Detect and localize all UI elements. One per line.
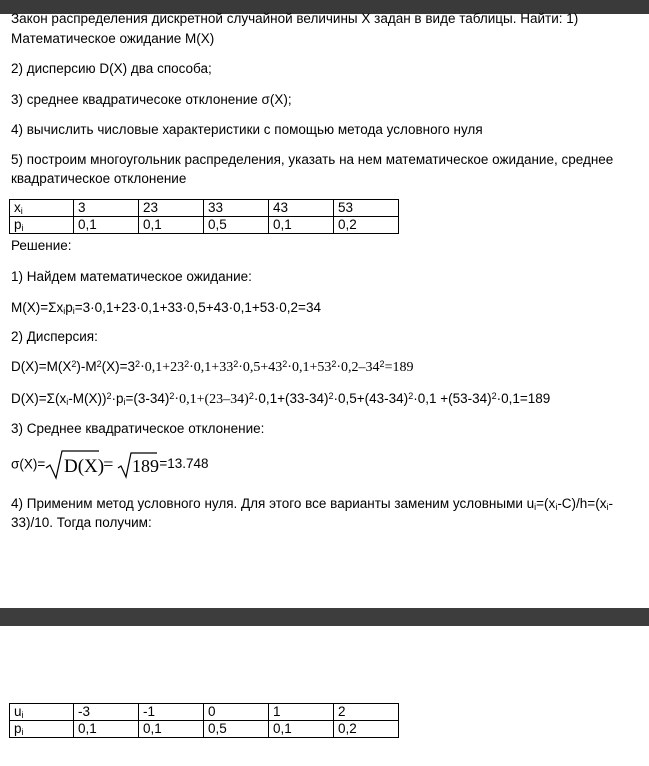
expectation-formula: $M(X)=\Sigma x_ip_i=3\cdot 0,1+23\cdot 0,1+33\cdot 0,5+43\cdot 0,1+53\cdot 0,2=34$ [11,300,321,316]
table-header-x: $x_i$ [10,200,74,217]
task-intro: Закон распределения дискретной случайной величины X задан в виде таблицы. Найти: 1) [11,11,579,26]
table-cell: 0,1 [74,721,139,738]
table-cell: 0,5 [204,217,269,234]
svg-text:D(X): D(X) [64,456,105,478]
table-cell: 0,1 [74,217,139,234]
task-item-4: 4) вычислить числовые характеристики с помощью метода условного нуля [11,122,483,137]
sqrt-189 [117,446,160,482]
table-header-u: $u_i$ [10,704,74,721]
table-cell: -3 [74,704,139,721]
table-header-p: $p_i$ [10,217,74,234]
table-cell: 1 [269,704,334,721]
distribution-table [9,199,399,234]
page-break-bar [0,608,649,626]
step3-heading: 3) Среднее квадратическое отклонение: [11,421,265,436]
table-cell: 0,1 [139,217,204,234]
solution-label: Решение: [11,238,72,253]
task-item-3: 3) среднее квадратичесоке отклонение σ(X); [11,92,292,107]
std-dev-formula: σ(X)= D(X) = 189 =13.748 [11,446,209,482]
radical-sign [45,448,105,480]
conditional-table [9,703,399,738]
sqrt-d-x [45,446,105,482]
radical-sign [117,448,160,480]
table-row-x [10,200,399,217]
table-cell: 0 [204,704,269,721]
table-cell: -1 [139,704,204,721]
table-cell: 0,5 [204,721,269,738]
table-cell: 0,1 [269,721,334,738]
table-cell: 0,2 [334,217,399,234]
table-cell: 43 [269,200,334,217]
table-cell: 53 [334,200,399,217]
table-header-p: $p_i$ [10,721,74,738]
step4-line-1: 4) Применим метод условного нуля. Для этого все варианты заменим условными $u_i=(x_i-C)/h=(x_i-$ [11,496,613,512]
table-cell: 0,1 [269,217,334,234]
svg-text:189: 189 [132,456,160,477]
variance-formula-2: $D(X)=\Sigma(x_i-M(X))^2\cdot p_i=(3-34)^2\cdot 0,1+(23-34)^2\cdot 0,1+(33-34)^2\cdot 0,5+(43-34)^2\cdot 0,1 +(53-34)^2\cdot 0,1=189$ [11,391,551,407]
step2-heading: 2) Дисперсия: [11,329,98,344]
table-cell: 2 [334,704,399,721]
task-item-5a: 5) построим многоугольник распределения, указать на нем математическое ожидание, среднее [11,152,614,167]
variance-formula-1: $D(X)=M(X^2)-M^2(X)=3^2\cdot 0,1+23^2\cdot 0,1+33^2\cdot 0,5+43^2\cdot 0,1+53^2\cdot 0,2-34^2=189$ [11,359,414,375]
table-cell: 3 [74,200,139,217]
table-cell: 0,2 [334,721,399,738]
task-item-1: Математическое ожидание M(X) [11,31,215,46]
table-cell: 0,1 [139,721,204,738]
task-item-5b: квадратическое отклонение [11,171,187,186]
table-row-p [10,217,399,234]
task-intro-line [11,10,578,27]
step1-heading: 1) Найдем математическое ожидание: [11,269,252,284]
table-cell: 23 [139,200,204,217]
table-row-u [10,704,399,721]
table-row-p [10,721,399,738]
step4-line-2: 33)/10. Тогда получим: [11,515,152,530]
table-cell: 33 [204,200,269,217]
task-item-2: 2) дисперсию D(X) два способа; [11,61,212,76]
